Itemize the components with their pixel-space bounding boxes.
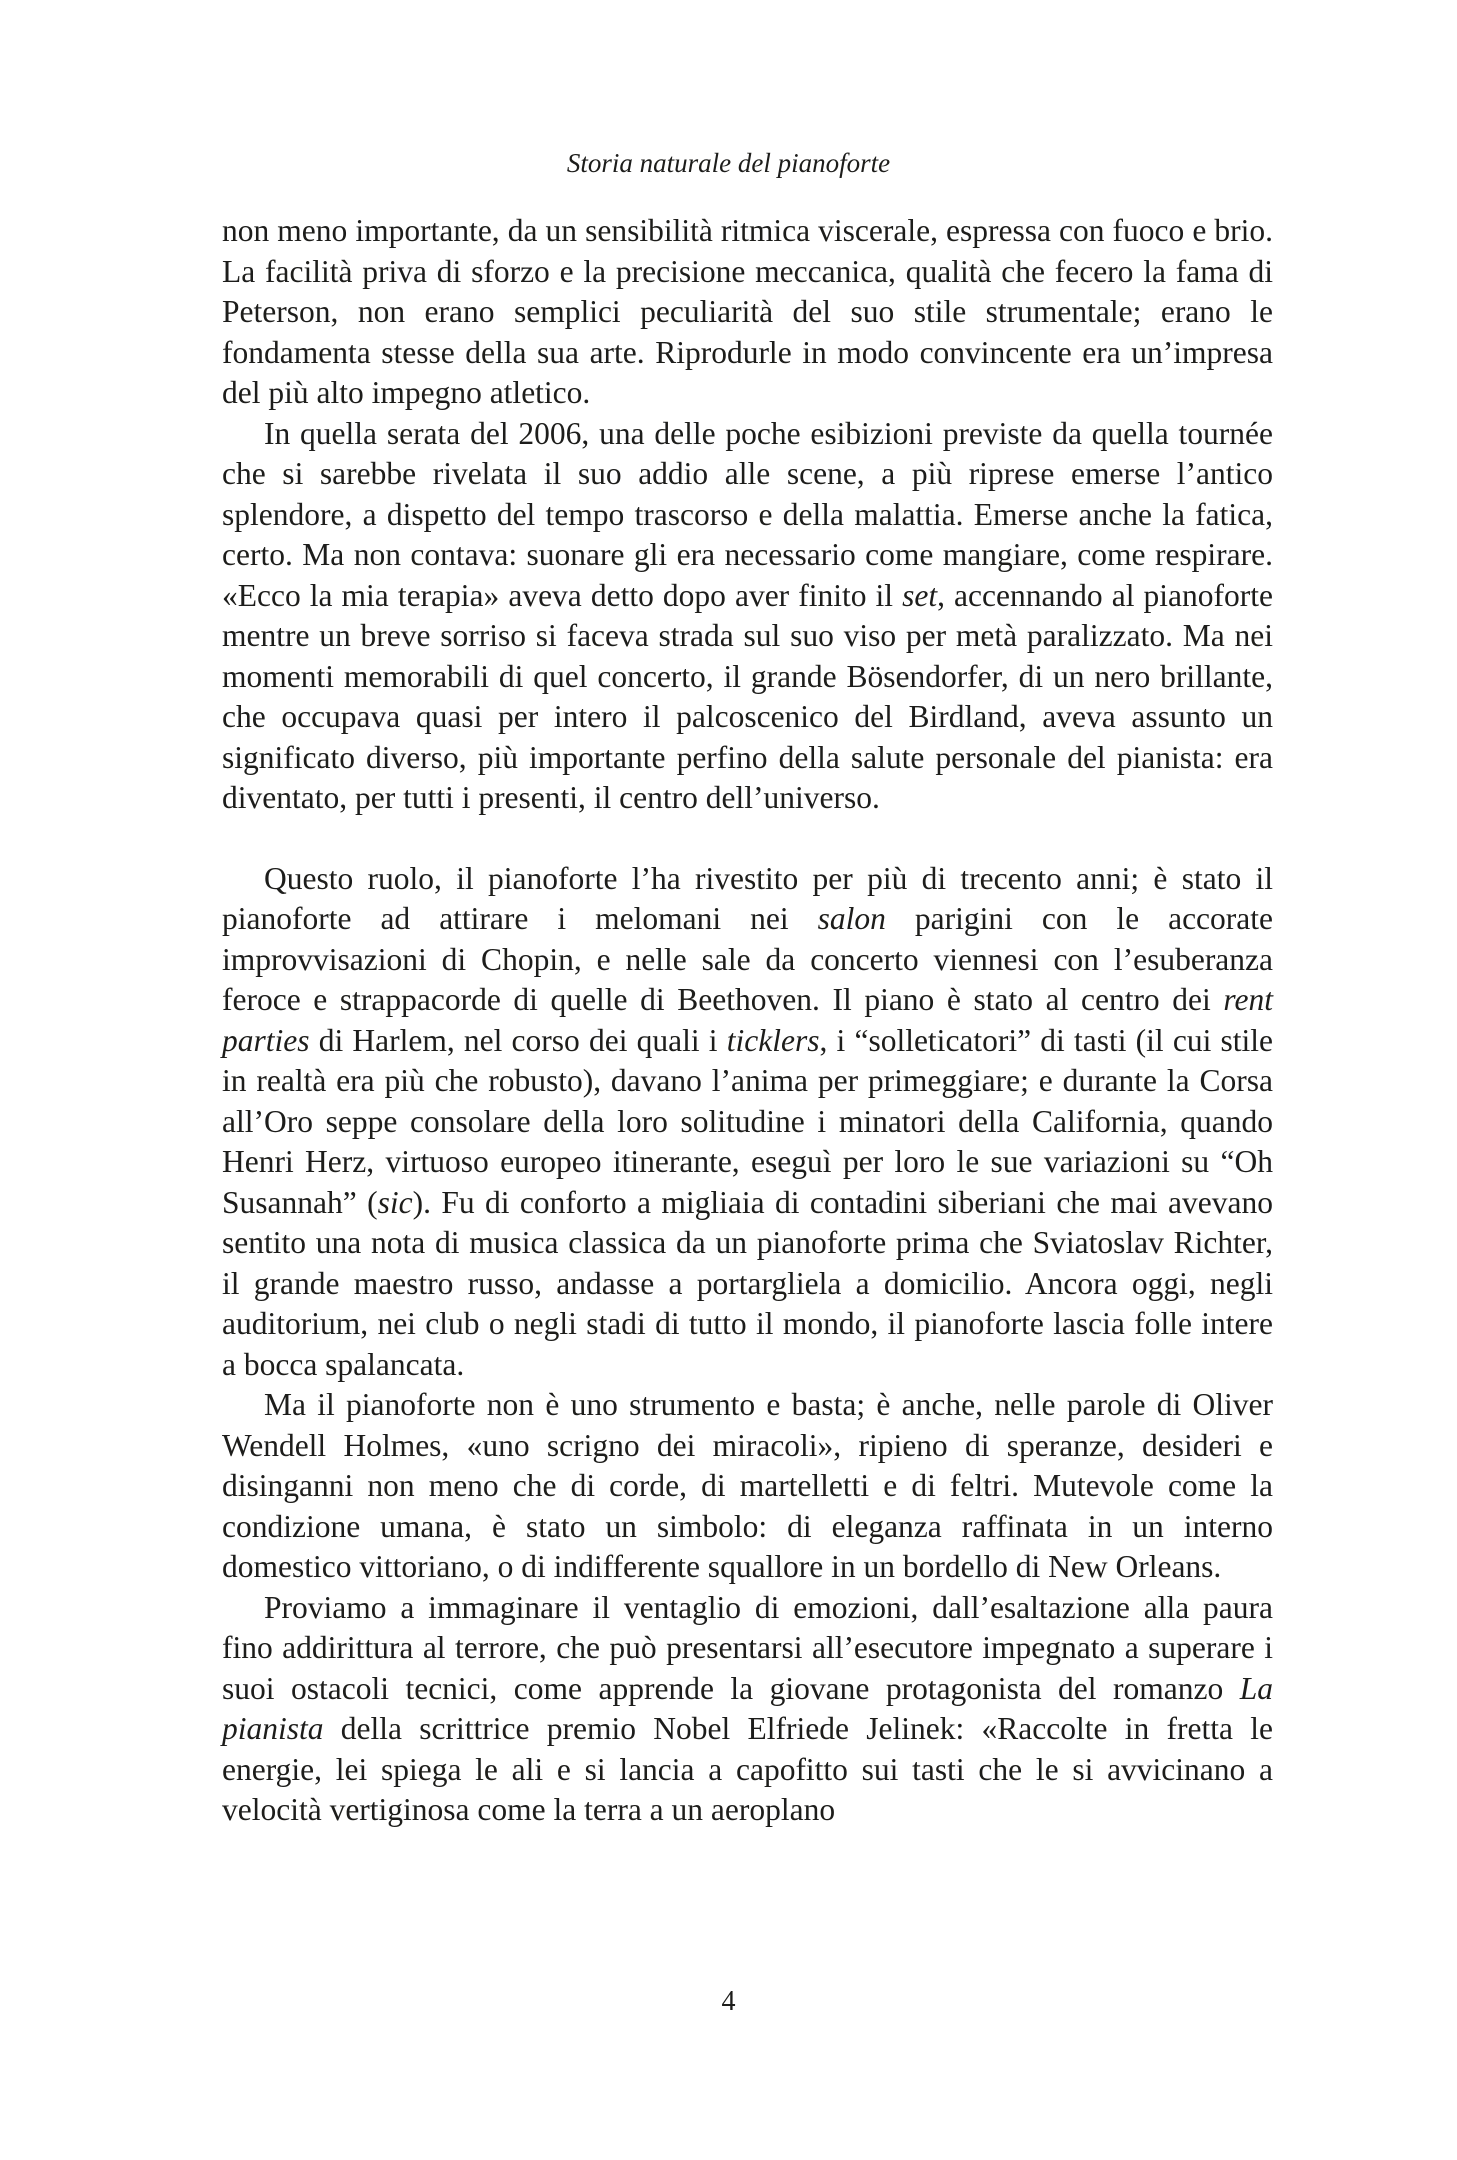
paragraph-text: della scrittrice premio Nobel Elfriede Jelinek: «Raccolte in fretta le energie, lei spiega le ali e si lancia a capofitto sui tasti che le si avvicinano a velocità vertiginosa come la terra a un aeroplano xyxy=(222,1711,1273,1827)
italic-term: sic xyxy=(377,1184,413,1220)
paragraph-1 xyxy=(222,211,1273,414)
italic-term: set xyxy=(902,577,938,613)
paragraph-text: , i “solleticatori” di tasti (il cui stile in realtà era più che robusto), davano l’anima per primeggiare; e durante la Corsa all’Oro seppe consolare della loro solitudine i minatori della California, quando Henri Herz, virtuoso europeo itinerante, eseguì per loro le sue variazioni su “Oh Susannah” ( xyxy=(222,1022,1274,1220)
paragraph-3 xyxy=(222,859,1273,1386)
paragraph-5 xyxy=(222,1588,1273,1831)
page-number: 4 xyxy=(721,1986,736,2017)
italic-term: rent parties xyxy=(222,982,1273,1058)
paragraph-2 xyxy=(222,414,1273,819)
paragraph-text: Proviamo a immaginare il ventaglio di emozioni, dall’esaltazione alla paura fino addirittura al terrore, che può presentarsi all’esecutore impegnato a superare i suoi ostacoli tecnici, come apprende la giovane protagonista del romanzo xyxy=(222,1589,1273,1706)
italic-title: La pianista xyxy=(222,1670,1273,1746)
paragraph-text: di Harlem, nel corso dei quali i xyxy=(309,1022,727,1058)
paragraph-text: In quella serata del 2006, una delle poche esibizioni previste da quella tournée che si sarebbe rivelata il suo addio alle scene, a più riprese emerse l’antico splendore, a dispetto del tempo trascorso e della malattia. Emerse anche la fatica, certo. Ma non contava: suonare gli era necessario come mangiare, come respirare. «Ecco la mia terapia» aveva detto dopo aver finito il xyxy=(222,415,1273,613)
italic-term: salon xyxy=(817,901,886,936)
running-header: Storia naturale del pianoforte xyxy=(566,148,891,178)
paragraph-text: , accennando al pianoforte mentre un breve sorriso si faceva strada sul suo viso per metà paralizzato. Ma nei momenti memorabili di quel concerto, il grande Bösendorfer, di un nero brillante, che occupava quasi per intero il palcoscenico del Birdland, aveva assunto un significato diverso, più importante perfino della salute personale del pianista: era diventato, per tutti i presenti, il centro dell’universo. xyxy=(222,577,1273,815)
paragraph-text: parigini con le accorate improvvisazioni di Chopin, e nelle sale da concerto viennesi con l’esuberanza feroce e strappacorde di quelle di Beethoven. Il piano è stato al centro dei xyxy=(222,901,1273,1017)
paragraph-4 xyxy=(222,1385,1273,1588)
paragraph-text: ). Fu di conforto a migliaia di contadini siberiani che mai avevano sentito una nota di musica classica da un pianoforte prima che Sviatoslav Richter, il grande maestro russo, andasse a portargliela a domicilio. Ancora oggi, negli auditorium, nei club o negli stadi di tutto il mondo, il pianoforte lascia folle intere a bocca spalancata. xyxy=(222,1184,1273,1382)
paragraph-text: Ma il pianoforte non è uno strumento e basta; è anche, nelle parole di Oliver Wendell Holmes, «uno scrigno dei miracoli», ripieno di speranze, desideri e disinganni non meno che di corde, di martelletti e di feltri. Mutevole come la condizione umana, è stato un simbolo: di eleganza raffinata in un interno domestico vittoriano, o di indifferente squallore in un bordello di New Orleans. xyxy=(222,1387,1273,1584)
italic-term: ticklers xyxy=(726,1022,820,1058)
body-text xyxy=(222,211,1273,1831)
paragraph-text: Questo ruolo, il pianoforte l’ha rivestito per più di trecento anni; è stato il pianoforte ad attirare i melomani nei xyxy=(222,860,1273,936)
paragraph-text: non meno importante, da un sensibilità ritmica viscerale, espressa con fuoco e brio. La facilità priva di sforzo e la precisione meccanica, qualità che fecero la fama di Peterson, non erano semplici peculiarità del suo stile strumentale; erano le fondamenta stesse della sua arte. Riprodurle in modo convincente era un’impresa del più alto impegno atletico. xyxy=(222,213,1273,410)
